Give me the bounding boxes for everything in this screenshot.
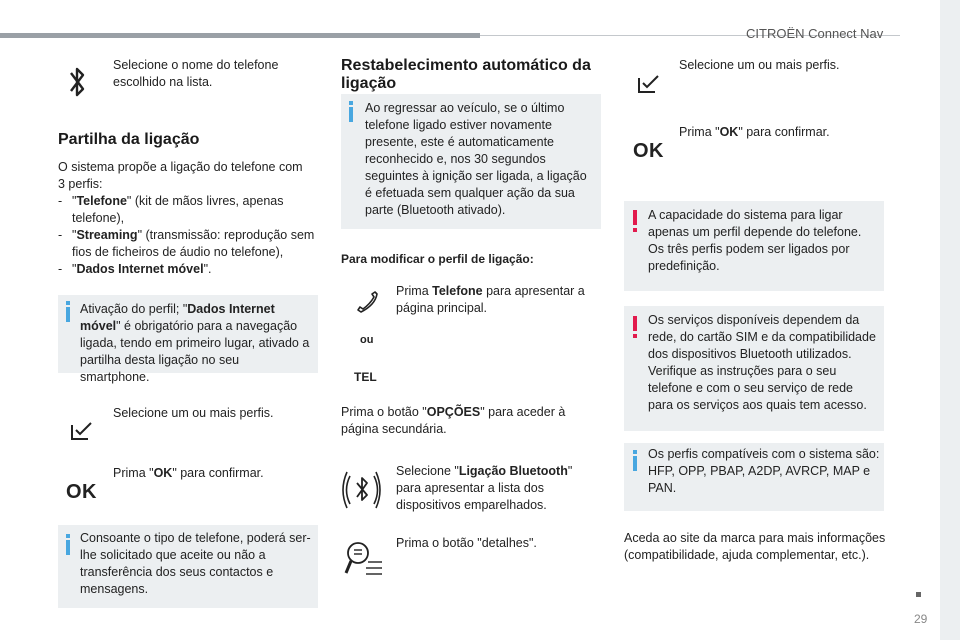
ok-icon: OK [633, 140, 664, 162]
press-details-text: Prima o botão "detalhes". [396, 536, 537, 550]
info-box-text: Consoante o tipo de telefone, poderá ser-lhe solicitado que aceite ou não a transferência dos seus contactos e mensagens. [80, 531, 311, 596]
section-heading-auto-reconnect: Restabelecimento automático da ligação [341, 57, 591, 92]
profile-desc: " (kit de mãos livres, apenas telefone), [72, 194, 284, 225]
ok-icon: OK [66, 481, 97, 503]
info-box [341, 94, 601, 229]
warning-box [624, 306, 884, 431]
warning-box-text: Os serviços disponíveis dependem da rede, do cartão SIM e da compatibilidade dos dispositivos Bluetooth utilizados. Verifique as instruções para o seu telefone e com o seu serviço de rede para os serviços aos quais tem acesso. [648, 313, 876, 412]
header-title: CITROËN Connect Nav [746, 26, 884, 41]
info-icon [349, 107, 353, 122]
page-side-strip [940, 0, 960, 640]
continuation-dot [916, 592, 921, 597]
intro-line-1: O sistema propõe a ligação do telefone com [58, 160, 303, 174]
details-magnifier-icon [344, 538, 384, 582]
info-box [624, 443, 884, 511]
confirm-text: Prima "OK" para confirmar. [113, 466, 264, 480]
profile-list-item: - "Streaming" (transmissão: reprodução sem fios de ficheiros de áudio no telefone), [58, 228, 315, 259]
or-label: ou [360, 334, 374, 346]
checkbox-icon [70, 421, 94, 441]
header-bar [0, 33, 480, 38]
profile-list-item: - "Telefone" (kit de mãos livres, apenas telefone), [58, 194, 284, 225]
profile-name: Dados Internet móvel [76, 262, 204, 276]
confirm-text: Prima "OK" para confirmar. [679, 125, 830, 139]
bluetooth-icon [68, 64, 86, 100]
info-box-text: Ao regressar ao veículo, se o último telefone ligado estiver novamente presente, este é automaticamente reconhecido e, nos 30 segundos seguintes à ignição ser ligada, a ligação é efetuada sem qualquer ação da sua parte (Bluetooth ativado). [365, 101, 587, 217]
profile-desc: " (transmissão: reprodução sem fios de ficheiros de áudio no telefone), [72, 228, 315, 259]
warning-icon [633, 316, 637, 331]
press-phone-text: Prima Telefone para apresentar a página principal. [396, 284, 585, 315]
profile-name: Streaming [76, 228, 138, 242]
intro-line-2: 3 perfis: [58, 177, 103, 191]
warning-box-text: A capacidade do sistema para ligar apenas um perfil depende do telefone. Os três perfis podem ser ligados por predefinição. [648, 208, 862, 273]
phone-icon [355, 290, 379, 314]
select-phone-text: Selecione o nome do telefone escolhido na lista. [113, 58, 279, 89]
checkbox-icon [637, 74, 661, 94]
options-text: Prima o botão "OPÇÕES" para aceder à página secundária. [341, 405, 566, 436]
footer-note: Aceda ao site da marca para mais informações (compatibilidade, ajuda complementar, etc.). [624, 531, 886, 562]
tel-button-icon: TEL [354, 370, 377, 384]
subheading-modify-profile: Para modificar o perfil de ligação: [341, 252, 534, 266]
info-box-text: Os perfis compatíveis com o sistema são: HFP, OPP, PBAP, A2DP, AVRCP, MAP e PAN. [648, 447, 880, 495]
profile-desc: ". [203, 262, 212, 276]
select-profiles-text: Selecione um ou mais perfis. [679, 58, 840, 72]
profile-list-item: - "Dados Internet móvel". [58, 262, 212, 276]
warning-icon [633, 210, 637, 225]
profile-name: Telefone [76, 194, 127, 208]
warning-box [624, 201, 884, 291]
page-number: 29 [914, 612, 928, 626]
info-box-text: Ativação do perfil; "Dados Internet móvel" é obrigatório para a navegação ligada, tendo em primeiro lugar, ativado a partilha desta ligação no seu smartphone. [80, 302, 310, 384]
info-icon [66, 540, 70, 555]
info-icon [633, 456, 637, 471]
info-box [58, 295, 318, 384]
select-profiles-text: Selecione um ou mais perfis. [113, 406, 274, 420]
section-heading-sharing: Partilha da ligação [58, 131, 200, 148]
select-bluetooth-text: Selecione "Ligação Bluetooth" para apresentar a lista dos dispositivos emparelhados. [396, 464, 573, 512]
info-icon [66, 307, 70, 322]
bluetooth-connection-icon [342, 468, 382, 512]
info-box [58, 525, 318, 608]
sharing-intro [58, 159, 320, 278]
